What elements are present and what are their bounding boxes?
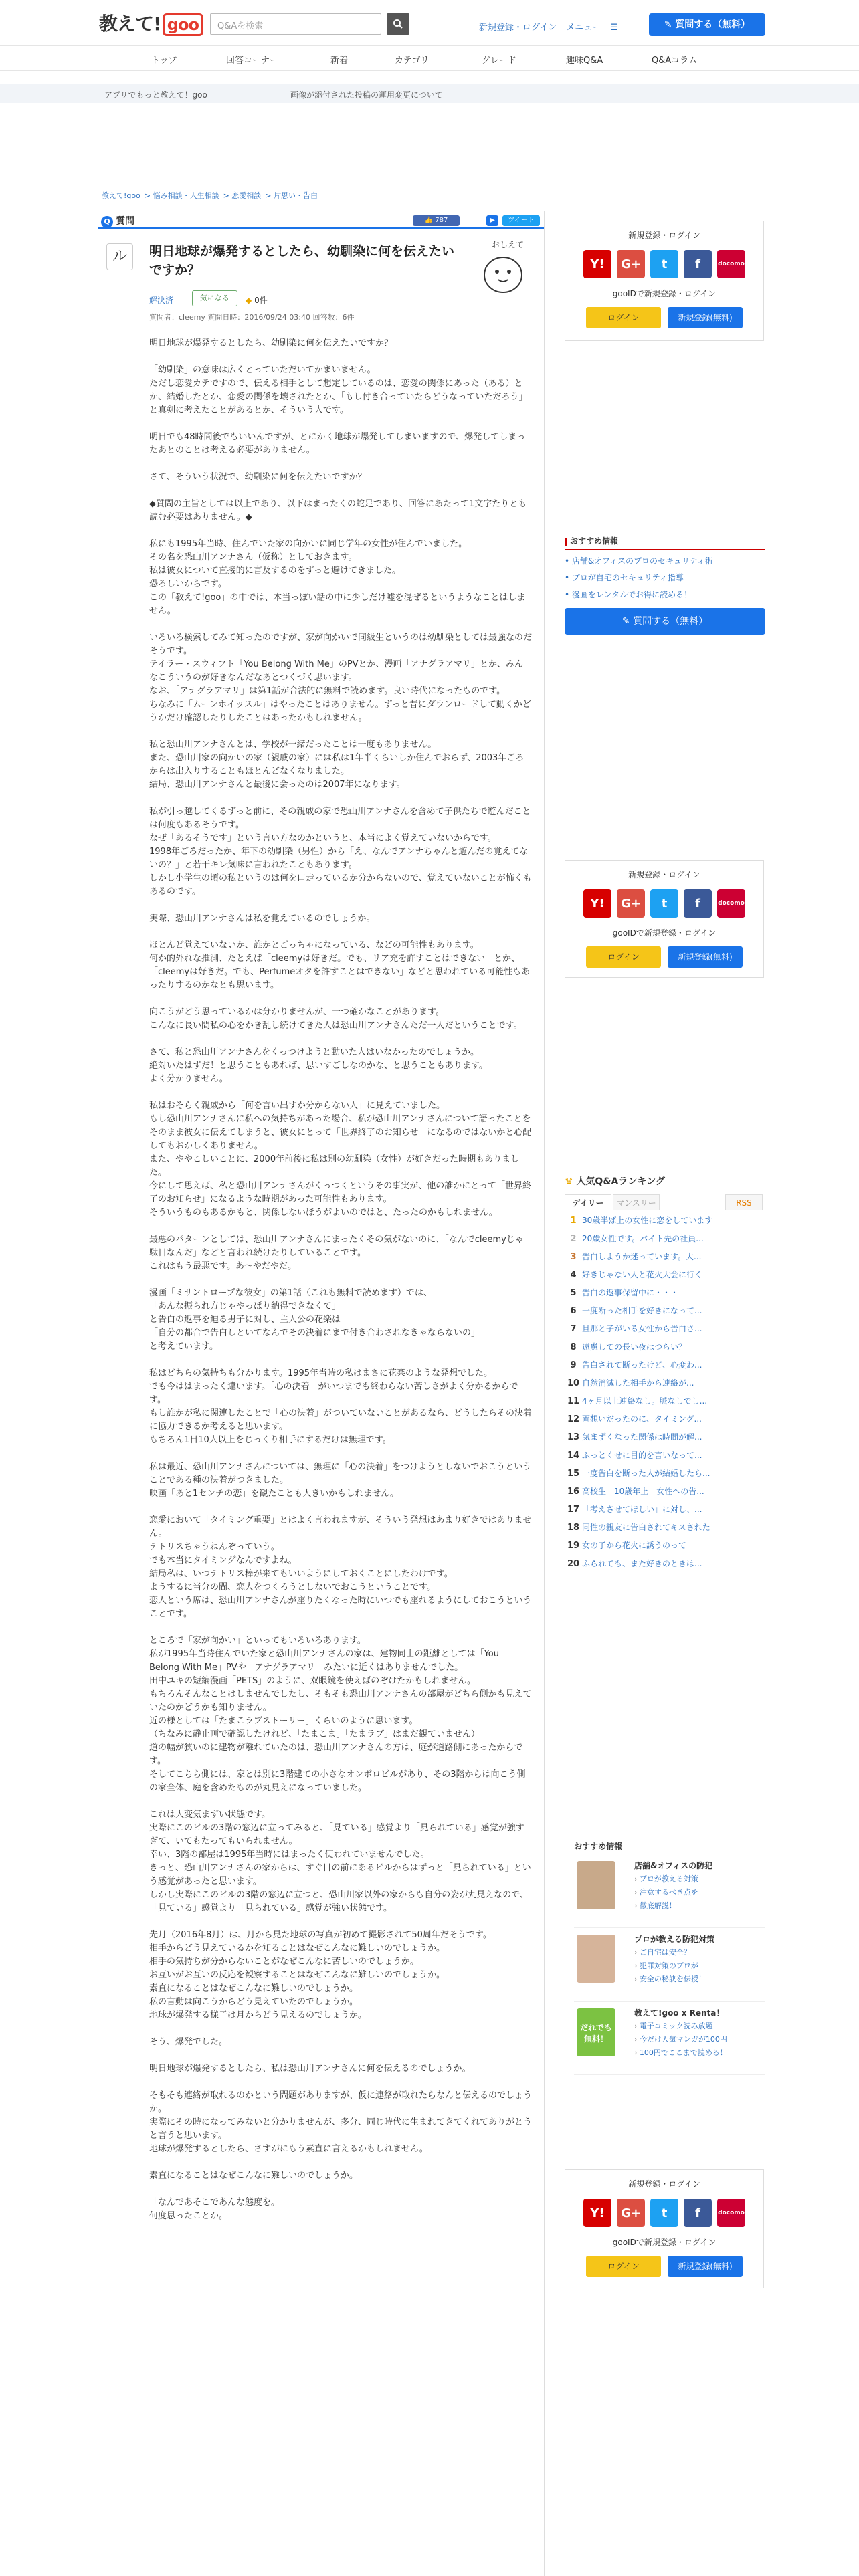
body-paragraph: 向こうがどう思っているかは分かりませんが、一つ確かなことがあります。 こんなに長い間私の心をかき乱し続けてきた人は恐山川アンナさんただ一人だということです。 — [149, 1007, 522, 1031]
social-logins — [565, 889, 763, 918]
body-paragraph: いろいろ検索してみて知ったのですが、家が向かいで同級生というのは幼馴染としては最強なのだそうです。 テイラー・スウィフト「You Belong With Me」のPVとか、漫画「アナグラアマリ」とか、みんなこういうのが好きなんだなあとつくづく思います。 なお、「アナグラアマリ」は第1話が合法的に無料で読めます。良い時代になったものです。 ちなみに「ムーンホイッスル」はやったことはありません。ずっと昔にダウンロードして動くかどうかだけ確認したりしたことはあったかもしれません。 — [149, 633, 533, 723]
recommend-card[interactable] — [574, 2006, 765, 2075]
ranking-item-label[interactable]: ふっとくせに目的を言いなって... — [582, 1451, 702, 1460]
ranking-item-label[interactable]: 好きじゃない人と花火大会に行く — [582, 1270, 703, 1279]
rank-number: 10 — [567, 1378, 580, 1388]
rank-number: 14 — [567, 1451, 580, 1461]
ranking-item[interactable] — [565, 1305, 765, 1323]
body-paragraph: 漫画「ミサントロープな彼女」の第1話（これも無料で読めます）では、 「あんな振られ方じゃやっぱり納得できなくて」 と告白の返事を迫る男子に対し、主人公の花楽は 「自分の都合で告白しといてなんでその決着にまで付き合わされなきゃならないの」 と考えています。 — [149, 1288, 480, 1352]
ranking-item-label[interactable]: 20歳女性です。バイト先の社員... — [582, 1234, 704, 1243]
login-box-title: 新規登録・ログイン — [628, 2179, 700, 2189]
tweet-button[interactable]: ツイート — [502, 215, 540, 226]
body-paragraph: 明日でも48時間後でもいいんですが、とにかく地球が爆発してしまいますので、爆発してしまったあとのことは考える必要がありません。 — [149, 432, 526, 455]
ranking-item-label[interactable]: 「考えさせてほしい」に対し、... — [582, 1505, 702, 1514]
app-link[interactable]: アプリでもっと教えて！goo — [104, 90, 207, 100]
status-badge: 解決済 — [149, 296, 174, 305]
facebook-icon[interactable]: f — [684, 889, 712, 918]
body-paragraph: そう、爆発でした。 — [149, 2037, 228, 2047]
ranking-item-label[interactable]: 30歳半ば上の女性に恋をしています — [582, 1216, 713, 1225]
search-icon — [393, 19, 403, 29]
card-link[interactable]: › プロが教える対策 — [634, 1873, 698, 1884]
nav-top[interactable]: トップ — [151, 56, 177, 66]
follow-count: ◆ 0件 — [246, 296, 268, 305]
body-paragraph: 恋愛において「タイミング重要」とはよく言われますが、そういう発想はあまり好きではありません。 テトリスちゃうねんぞっていう。 でも本当にタイミングなんですよね。 結局私は、いつテトリス棒が来てもいいようにしておくことにしたわけです。 ようするに当分の間、恋人をつくろうとしないでおこうということです。 恋人という席は、恐山川アンナさんが座りたくなった時にいつでも座れるようにしておこうということです。 — [149, 1515, 532, 1619]
breadcrumb-item[interactable]: 悩み相談・人生相談 — [153, 191, 219, 200]
mascot-icon — [473, 238, 533, 298]
breadcrumb-item[interactable]: 片思い・告白 — [274, 191, 318, 200]
ranking-item-label[interactable]: 告白されて断ったけど、心変わ... — [582, 1360, 702, 1370]
yahoo-icon[interactable]: Y! — [583, 250, 611, 278]
promo-link[interactable]: • プロが自宅のセキュリティ指導 — [565, 573, 684, 582]
ranking-item[interactable] — [565, 1449, 765, 1467]
menu-link[interactable]: メニュー — [566, 23, 601, 33]
avatar: ル — [106, 243, 133, 270]
rank-number: 7 — [570, 1324, 577, 1334]
rank-number: 15 — [567, 1469, 580, 1479]
ranking-item-label[interactable]: 高校生 10歳年上 女性への告... — [582, 1487, 704, 1496]
ranking-item[interactable] — [565, 1377, 765, 1395]
card-link[interactable]: › 安全の秘訣を伝授！ — [634, 1973, 706, 1984]
ranking-item[interactable] — [565, 1214, 765, 1232]
card-link[interactable]: › 犯罪対策のプロが — [634, 1960, 698, 1971]
ranking-item[interactable] — [565, 1232, 765, 1251]
ranking-item-label[interactable]: 告白の返事保留中に・・・ — [582, 1288, 679, 1297]
ask-question-button[interactable]: ✎ 質問する（無料） — [649, 13, 765, 36]
login-link[interactable]: 新規登録・ログイン — [479, 23, 557, 33]
rank-number: 5 — [570, 1288, 577, 1298]
body-paragraph: 私はおそらく親戚から「何を言い出すか分からない人」に見えていました。 もし恐山川アンナさんに私への気持ちがあった場合、私が恐山川アンナさんについて語ったことをそのまま彼女に伝えてしまうと、彼女にとって「世界終了のお知らせ」になるのではないかと心配してもおかしくありません。 また、ややこしいことに、2000年前後に私は別の幼馴染（女性）が好きだった時期もありました。 今にして思えば、私と恐山川アンナさんがくっつくというその事実が、他の誰かにとって「世界終了のお知らせ」になるような時期があった可能性もあります。 そういうものもあるかもと、関係しないほうがよいのではと、たったのかもしれません。 — [149, 1101, 532, 1218]
recommend-card[interactable] — [574, 1858, 765, 1928]
rank-number: 4 — [570, 1270, 577, 1280]
login-box — [565, 860, 764, 978]
ranking-item[interactable] — [565, 1287, 765, 1305]
register-button[interactable]: 新規登録(無料) — [668, 307, 743, 328]
ranking-item-label[interactable]: ふられても、また好きのときは... — [582, 1559, 702, 1568]
card-link[interactable]: › 徹底解説！ — [634, 1900, 676, 1911]
recommend-title: おすすめ情報 — [574, 1842, 623, 1851]
body-paragraph: ◆質問の主旨としては以上であり、以下はまったくの蛇足であり、回答にあたって1文字たりとも読む必要はありません。◆ — [149, 499, 527, 522]
nav-qa-column[interactable]: Q&Aコラム — [652, 56, 698, 66]
rank-number: 17 — [567, 1505, 580, 1515]
share-icon[interactable]: ▶ — [486, 215, 498, 226]
menu-icon[interactable]: ☰ — [610, 23, 619, 33]
rank-number: 6 — [570, 1306, 577, 1316]
docomo-icon[interactable]: docomo — [717, 250, 745, 278]
goo-login-text: gooIDで新規登録・ログイン — [612, 2238, 717, 2247]
card-link[interactable]: › 100円でここまで読める！ — [634, 2047, 727, 2058]
question-body — [149, 337, 532, 2236]
nav-answer-corner[interactable]: 回答コーナー — [226, 56, 279, 66]
svg-text:おしえて: おしえて — [492, 240, 524, 249]
breadcrumb-item[interactable]: 恋愛相談 — [231, 191, 262, 200]
google-icon[interactable]: G+ — [617, 2199, 645, 2227]
ranking-item[interactable] — [565, 1539, 765, 1558]
body-paragraph: これは大変気まずい状態です。 実際にこのビルの3階の窓辺に立ってみると、「見ている」感覚より「見られている」感覚が強すぎて、いてもたってもいられません。 幸い、3階の部屋は1995年当時にはまったく使われていませんでした。 きっと、恐山川アンナさんの家からは、すぐ目の前にあるビルからはずっと「見られている」という感覚があったと思います。 しかし実際にこのビルの3階の窓辺に立つと、恐山川家以外の家からも自分の姿が丸見えなので、「見ている」感覚より「見られている」感覚が強い状態です。 — [149, 1810, 531, 1913]
global-nav — [0, 45, 859, 71]
body-paragraph: 「なんであそこであんな態度を。」 何度思ったことか。 — [149, 2197, 284, 2221]
nav-new[interactable]: 新着 — [330, 56, 349, 66]
login-box — [565, 2169, 764, 2288]
pencil-icon: ✎ — [664, 19, 676, 30]
ranking-item[interactable] — [565, 1269, 765, 1287]
ranking-list — [565, 1214, 765, 1576]
recommend-card[interactable] — [574, 1932, 765, 2002]
rank-number: 20 — [567, 1559, 580, 1569]
body-paragraph: さて、私と恐山川アンナさんをくっつけようと動いた人はいなかったのでしょうか。 絶対いたはずだ！と思うこともあれば、思いすごしなのかな、と思うこともあります。 よく分かりません。 — [149, 1047, 488, 1084]
ranking-item-label[interactable]: 女の子から花火に誘うのって — [582, 1541, 686, 1550]
ranking-item-label[interactable]: 一度告白を断った人が結婚したら... — [582, 1469, 710, 1478]
card-link[interactable]: › 注意するべき点を — [634, 1887, 698, 1897]
ranking-item-label[interactable]: 自然消滅した相手から連絡が... — [582, 1378, 694, 1388]
rank-number: 2 — [570, 1234, 577, 1244]
rank-number: 16 — [567, 1487, 580, 1497]
question-meta: 質問者：cleemy 質問日時：2016/09/24 03:40 回答数：6件 — [149, 313, 355, 322]
ranking-item[interactable] — [565, 1431, 765, 1449]
body-paragraph: 私はどちらの気持ちも分かります。1995年当時の私はまさに花楽のような発想でした。 でも今ははまったく違います。「心の決着」がいつまでも終わらない苦しさがよく分かるからです。 もし誰かが私に関連したことで「心の決着」がついていないことがあるなら、どうしたらその決着に協力できるか考えると思います。 もちろん1日10人以上をじっくり相手にするだけは無理です。 — [149, 1368, 533, 1445]
ranking-tabs — [565, 1194, 765, 1210]
site-header — [0, 0, 859, 45]
ranking-item-label[interactable]: 同性の親友に告白されてキスされた — [582, 1523, 710, 1532]
login-button[interactable]: ログイン — [586, 2256, 661, 2277]
nav-grade[interactable]: グレード — [482, 56, 517, 66]
goo-login-text: gooIDで新規登録・ログイン — [612, 289, 717, 298]
card-title: 教えて!goo x Renta！ — [634, 2008, 725, 2018]
ranking-item[interactable] — [565, 1413, 765, 1431]
breadcrumb-item[interactable]: 教えて!goo — [102, 191, 140, 200]
body-paragraph: 明日地球が爆発するとしたら、幼馴染に何を伝えたいですか？ — [149, 338, 393, 348]
person-image — [577, 1861, 615, 1909]
rank-number: 3 — [570, 1252, 577, 1262]
google-icon[interactable]: G+ — [617, 889, 645, 918]
body-paragraph: ところで「家が向かい」といってもいろいろあります。 私が1995年当時住んでいた家と恐山川アンナさんの家は、建物同士の距離としては「You Belong With Me」PVや「アナグラアマリ」みたいに近くはありませんでした。 田中ユキの短編漫画「PETS」のように、双眼鏡を使えばのぞけたかもしれません。 もちろんそんなことはしませんでしたし、そもそも恐山川アンナさんの部屋がどちら側かも見えていたのかどうかも知りません。 近の様としては「たまこラブストーリー」くらいのように思います。 （ちなみに静止画で確認したけれど、「たまこま」「たまラブ」はまだ観ていません） 道の幅が狭いのに建物が離れていたのは、恐山川アンナさんの方は、庭が道路側にあったからです。 そしてこちら側には、家とは別に3階建ての小さなオンボロビルがあり、その3階からは向こう側の家全体、庭を含めたものが丸見えになっていました。 — [149, 1636, 532, 1793]
sub-bar — [0, 84, 859, 103]
login-box-title: 新規登録・ログイン — [628, 231, 700, 240]
facebook-icon[interactable]: f — [684, 250, 712, 278]
rank-number: 18 — [567, 1523, 580, 1533]
follow-button[interactable]: 気になる — [192, 290, 237, 306]
tab-daily[interactable]: デイリー — [565, 1194, 611, 1210]
rank-number: 19 — [567, 1541, 580, 1551]
facebook-icon[interactable]: f — [684, 2199, 712, 2227]
body-paragraph: 私にも1995年当時、住んでいた家の向かいに同じ学年の女性が住んでいました。 その名を恐山川アンナさん（仮称）としておきます。 私は彼女について直接的に言及するのをずっと避けてきました。 恐ろしいからです。 この「教えて!goo」の中では、本当っぽい話の中に少しだけ嘘を混ぜるというようなことはしません。 — [149, 539, 526, 616]
nav-category[interactable]: カテゴリ — [395, 56, 430, 66]
docomo-icon[interactable]: docomo — [717, 2199, 745, 2227]
body-paragraph: さて、そういう状況で、幼馴染に何を伝えたいですか？ — [149, 472, 367, 482]
card-title: 店舗&オフィスの防犯 — [634, 1861, 713, 1870]
ranking-title: ♛ 人気Q&Aランキング — [565, 1176, 665, 1187]
rank-number: 11 — [567, 1396, 580, 1406]
promo-box — [565, 535, 765, 635]
body-paragraph: ほとんど覚えていないか、誰かとごっちゃになっている、などの可能性もあります。 何か的外れな推測、たとえば「cleemyは好きだ。でも、リア充を許すことはできない」とか、「cleemyは好きだ。でも、Perfumeオタを許すことはできない」などと思われている可能性もあったりするのかなとも思います。 — [149, 940, 531, 990]
promo-title: おすすめ情報 — [565, 535, 765, 550]
register-button[interactable]: 新規登録(無料) — [668, 946, 743, 968]
login-button[interactable]: ログイン — [586, 946, 661, 968]
body-paragraph: 「幼馴染」の意味は広くとっていただいてかまいません。 ただし恋愛カテですので、伝える相手として想定しているのは、恋愛の関係にあった（ある）とか、結婚したとか、恋愛の関係を壊されたとか、「もし付き合っていたらどうなっていただろう」と真剣に考えたことがあるとか、そういう人です。 — [149, 365, 528, 415]
body-paragraph: 明日地球が爆発するとしたら、私は恐山川アンナさんに何を伝えるのでしょうか。 — [149, 2064, 471, 2074]
body-paragraph: そもそも連絡が取れるのかという問題がありますが、仮に連絡が取れたらなんと伝えるのでしょうか。 実際にその時になってみないと分かりませんが、多分、同じ時代に生まれてきてくれてありがとうと言うと思います。 地球が爆発するとしたら、さすがにもう素直に言えるかもしれません。 — [149, 2090, 533, 2154]
card-link[interactable]: › 電子コミック読み放題 — [634, 2020, 713, 2031]
rank-number: 1 — [570, 1216, 577, 1226]
promo-link[interactable]: • 店舗&オフィスのプロのセキュリティ術 — [565, 556, 713, 566]
social-logins — [565, 2199, 763, 2227]
header-links — [479, 20, 628, 33]
ranking-item-label[interactable]: 4ヶ月以上連絡なし。脈なしでし... — [582, 1396, 708, 1406]
recommend-box — [574, 1840, 765, 2079]
ranking-item[interactable] — [565, 1341, 765, 1359]
ranking-item-label[interactable]: 遠慮しての長い夜はつらい？ — [582, 1342, 687, 1352]
rank-number: 8 — [570, 1342, 577, 1352]
ranking-item[interactable] — [565, 1359, 765, 1377]
card-link[interactable]: › ご自宅は安全？ — [634, 1947, 691, 1957]
login-box-title: 新規登録・ログイン — [628, 870, 700, 879]
yahoo-icon[interactable]: Y! — [583, 889, 611, 918]
login-button[interactable]: ログイン — [586, 307, 661, 328]
ask-question-button[interactable]: ✎ 質問する（無料） — [565, 608, 765, 635]
ranking-item-label[interactable]: 一度断った相手を好きになって... — [582, 1306, 702, 1315]
rank-number: 12 — [567, 1414, 580, 1424]
twitter-icon[interactable]: t — [650, 889, 678, 918]
ranking-item-label[interactable]: 旦那と子がいる女性から告白さ... — [582, 1324, 702, 1333]
ranking-item[interactable] — [565, 1251, 765, 1269]
breadcrumb: 教えて!goo > 悩み相談・人生相談 > 恋愛相談 > 片思い・告白 — [102, 191, 318, 200]
question-icon: Q — [101, 216, 113, 228]
question-title: 明日地球が爆発するとしたら、幼馴染に何を伝えたいですか？ — [149, 244, 455, 278]
like-button[interactable]: 👍 787 — [413, 215, 460, 226]
body-paragraph: 私と恐山川アンナさんとは、学校が一緒だったことは一度もありません。 また、恐山川家の向かいの家（親戚の家）には私は1年半くらいしか住んでおらず、2003年ごろからは出入りすることもほとんどなくなりました。 結局、恐山川アンナさんと最後に会ったのは2007年になります。 — [149, 740, 524, 790]
card-link[interactable]: › 今だけ人気マンガが100円 — [634, 2034, 727, 2044]
ranking-item-label[interactable]: 告白しようか迷っています。大... — [582, 1252, 702, 1261]
ranking-box — [565, 1174, 765, 1569]
twitter-icon[interactable]: t — [650, 2199, 678, 2227]
social-logins — [565, 250, 763, 278]
register-button[interactable]: 新規登録(無料) — [668, 2256, 743, 2277]
body-paragraph: 先月（2016年8月）は、月から見た地球の写真が初めて撮影されて50周年だそうです。 相手からどう見えているかを知ることはなぜこんなに難しいのでしょうか。 相手の気持ちが分からないことがなぜこんなに苦しいのでしょうか。 お互いがお互いの反応を観察することはなぜこんなに難しいのでしょうか。 素直になることはなぜこんなに難しいのでしょうか。 私の言動は向こうからどう見えていたのでしょうか。 地球が爆発する様子は月からどう見えるのでしょうか。 — [149, 1930, 492, 2020]
card-title: プロが教える防犯対策 — [634, 1935, 715, 1944]
ranking-item[interactable] — [565, 1558, 765, 1576]
body-paragraph: 実際、恐山川アンナさんは私を覚えているのでしょうか。 — [149, 914, 375, 924]
notice-link[interactable]: 画像が添付された投稿の運用変更について — [290, 90, 443, 100]
twitter-icon[interactable]: t — [650, 250, 678, 278]
rank-number: 9 — [570, 1360, 577, 1370]
google-icon[interactable]: G+ — [617, 250, 645, 278]
crown-icon: ♛ — [565, 1176, 573, 1187]
docomo-icon[interactable]: docomo — [717, 889, 745, 918]
free-badge: だれでも無料！ — [577, 2008, 615, 2056]
question-panel — [98, 211, 545, 2576]
body-paragraph: 私は最近、恐山川アンナさんについては、無理に「心の決着」をつけようとしないでおこうということである種の決着がつきました。 映画「あと1センチの恋」を観たことも大きいかもしれません。 — [149, 1462, 532, 1499]
ranking-item[interactable] — [565, 1323, 765, 1341]
body-paragraph: 私が引っ越してくるずっと前に、その親戚の家で恐山川アンナさんを含めて子供たちで遊んだことは何度もあるそうです。 なぜ「あるそうです」という言い方なのかというと、本当によく覚えていないからです。 1998年ごろだったか、年下の幼馴染（男性）から「え、なんでアンナちゃんと遊んだの覚えてないの？」と若干キレ気味に言われたこともあります。 しかし小学生の頃の私というのは何を口走っているか分からないので、覚えていないことが怖くもあるのです。 — [149, 807, 532, 897]
ranking-item-label[interactable]: 気まずくなった関係は時間が解... — [582, 1432, 702, 1442]
body-paragraph: 素直になることはなぜこんなに難しいのでしょうか。 — [149, 2171, 359, 2181]
logo[interactable]: 教えて! goo — [99, 9, 203, 36]
search-button[interactable] — [387, 13, 409, 35]
login-box — [565, 221, 764, 341]
body-paragraph: 最悪のパターンとしては、恐山川アンナさんにまったくその気がないのに、「なんでcleemyじゃ駄目なんだ」などと言われ続けたりしていることです。 これはもう最悪です。あ～やだやだ。 — [149, 1235, 524, 1271]
ranking-item[interactable] — [565, 1395, 765, 1413]
ranking-item[interactable] — [565, 1467, 765, 1485]
person-image — [577, 1935, 615, 1983]
question-label: 質問 — [116, 216, 134, 227]
ranking-item[interactable] — [565, 1485, 765, 1503]
goo-login-text: gooIDで新規登録・ログイン — [612, 928, 717, 938]
ranking-item-label[interactable]: 両想いだったのに、タイミング... — [582, 1414, 702, 1424]
rank-number: 13 — [567, 1432, 580, 1442]
yahoo-icon[interactable]: Y! — [583, 2199, 611, 2227]
nav-hobby-qa[interactable]: 趣味Q&A — [566, 56, 603, 66]
tab-monthly[interactable]: マンスリー — [613, 1194, 660, 1210]
promo-link[interactable]: • 漫画をレンタルでお得に読める！ — [565, 590, 692, 599]
ranking-item[interactable] — [565, 1503, 765, 1521]
search-input[interactable]: Q&Aを検索 — [210, 13, 381, 35]
question-header — [98, 211, 544, 229]
ranking-item[interactable] — [565, 1521, 765, 1539]
rss-link[interactable]: RSS — [725, 1194, 763, 1210]
